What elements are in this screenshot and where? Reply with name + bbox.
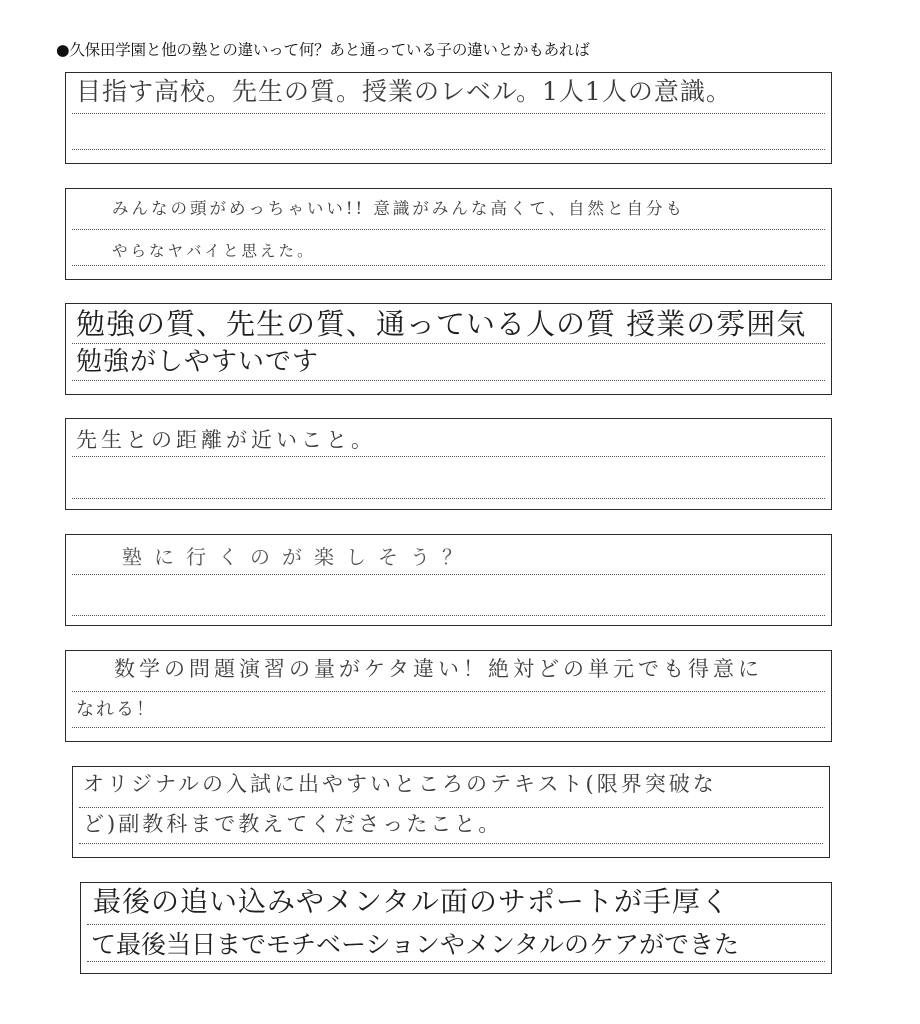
answer-3-rule-2 bbox=[72, 380, 825, 381]
answer-5-line-1: 塾に行くのが楽しそう？ bbox=[122, 545, 474, 569]
answer-7-line-1: オリジナルの入試に出やすいところのテキスト(限界突破な bbox=[83, 772, 717, 796]
answer-box-5 bbox=[65, 534, 832, 626]
answer-box-3 bbox=[65, 303, 832, 395]
answer-6-line-1: 数学の問題演習の量がケタ違い！絶対どの単元でも得意に bbox=[114, 657, 763, 681]
answer-3-line-1: 勉強の質、先生の質、通っている人の質 授業の雰囲気 bbox=[76, 307, 807, 341]
answer-8-line-2: て最後当日までモチベーションやメンタルのケアができた bbox=[91, 930, 740, 959]
answer-8-rule-2 bbox=[87, 961, 825, 962]
answer-2-rule-1 bbox=[72, 229, 825, 230]
answer-6-line-2: なれる！ bbox=[76, 699, 156, 720]
answer-6-rule-1 bbox=[72, 691, 825, 692]
answer-5-rule-1 bbox=[72, 574, 825, 575]
answer-2-rule-2 bbox=[72, 265, 825, 266]
answer-box-1 bbox=[65, 72, 832, 164]
answer-4-line-1: 先生との距離が近いこと。 bbox=[76, 428, 376, 452]
answer-8-line-1: 最後の追い込みやメンタル面のサポートが手厚く bbox=[93, 885, 730, 918]
answer-box-2 bbox=[65, 188, 832, 280]
answer-4-rule-2 bbox=[72, 498, 825, 499]
answer-4-rule-1 bbox=[72, 456, 825, 457]
answer-7-rule-1 bbox=[79, 807, 823, 808]
answer-box-4 bbox=[65, 418, 832, 510]
answer-6-rule-2 bbox=[72, 727, 825, 728]
answer-8-rule-1 bbox=[87, 924, 825, 925]
answer-1-rule-2 bbox=[72, 149, 825, 150]
answer-box-7 bbox=[72, 766, 830, 858]
answer-1-line-1: 目指す高校。先生の質。授業のレベル。1人1人の意識。 bbox=[76, 77, 732, 106]
answer-7-rule-2 bbox=[79, 843, 823, 844]
survey-question: ●久保田学園と他の塾との違いって何？あと通っている子の違いとかもあれば bbox=[56, 41, 590, 59]
answer-box-8 bbox=[80, 882, 832, 974]
answer-3-line-2: 勉強がしやすいです bbox=[76, 347, 320, 377]
answer-2-line-2: やらなヤバイと思えた。 bbox=[112, 242, 316, 260]
answer-5-rule-2 bbox=[72, 615, 825, 616]
answer-2-line-1: みんなの頭がめっちゃいい!! 意識がみんな高くて、自然と自分も bbox=[112, 199, 686, 218]
answer-box-6 bbox=[65, 650, 832, 742]
answer-3-rule-1 bbox=[72, 343, 825, 344]
answer-1-rule-1 bbox=[72, 113, 825, 114]
answer-7-line-2: ど)副教科まで教えてくださったこと。 bbox=[83, 812, 503, 836]
